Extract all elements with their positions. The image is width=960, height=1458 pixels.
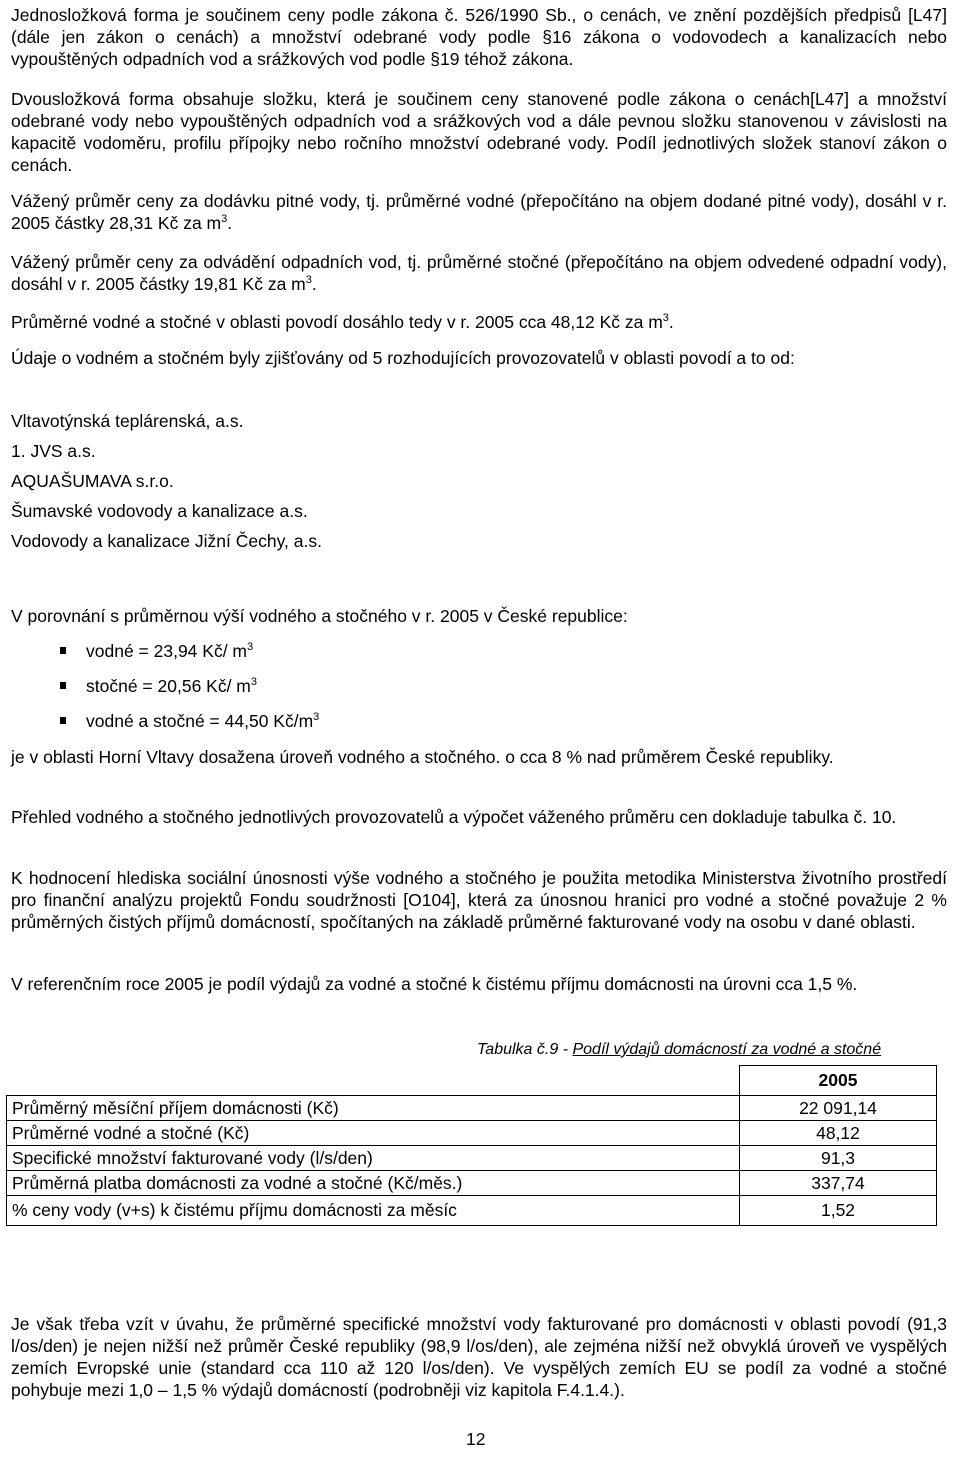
paragraph-text: je v oblasti Horní Vltavy dosažena úroveň vodného a stočného. o cca 8 % nad průměrem České republiky. — [11, 747, 834, 767]
intro-paragraph-1 — [11, 4, 947, 70]
period: . — [668, 312, 674, 332]
water-price-paragraph — [11, 190, 947, 234]
bullet-text: stočné = 20,56 Kč/ m — [86, 676, 251, 696]
header-empty-cell — [7, 1066, 740, 1096]
comparison-result-paragraph — [11, 746, 947, 768]
period: . — [227, 213, 233, 233]
water-price-text: Vážený průměr ceny za dodávku pitné vody, tj. průměrné vodné (přepočítáno na objem dodané pitné vody), dosáhl v r. 2005 částky 28,31 Kč za m — [11, 191, 947, 233]
bullet-square-icon — [60, 647, 66, 654]
row-value: 91,3 — [740, 1146, 937, 1171]
intro-paragraph-2 — [11, 88, 947, 176]
operators-intro-paragraph — [11, 347, 947, 369]
row-label: Průměrná platba domácnosti za vodné a stočné (Kč/měs.) — [7, 1171, 740, 1196]
paragraph-text: Údaje o vodném a stočném byly zjišťovány od 5 rozhodujících provozovatelů v oblasti povodí a to od: — [11, 348, 795, 368]
bullet-square-icon — [60, 682, 66, 689]
table-row — [7, 1171, 937, 1196]
table-row — [7, 1096, 937, 1121]
list-item: Vltavotýnská teplárenská, a.s. — [11, 411, 244, 431]
superscript: 3 — [221, 213, 228, 225]
table-row — [7, 1196, 937, 1226]
paragraph-text: V porovnání s průměrnou výší vodného a stočného v r. 2005 v České republice: — [11, 606, 628, 626]
sewage-price-text: Vážený průměr ceny za odvádění odpadních vod, tj. průměrné stočné (přepočítáno na objem odvedené odpadní vody), dosáhl v r. 2005 částky 19,81 Kč za m — [11, 252, 947, 294]
overview-paragraph — [11, 806, 947, 828]
row-value: 22 091,14 — [740, 1096, 937, 1121]
total-price-paragraph — [11, 311, 947, 333]
caption-prefix: Tabulka č.9 - — [477, 1041, 573, 1058]
list-item: 1. JVS a.s. — [11, 441, 96, 461]
paragraph-text: Přehled vodného a stočného jednotlivých provozovatelů a výpočet váženého průměru cen dokladuje tabulka č. 10. — [11, 807, 897, 827]
page-number: 12 — [466, 1429, 486, 1449]
bullet-text: vodné = 23,94 Kč/ m — [86, 641, 248, 661]
superscript: 3 — [662, 312, 669, 324]
paragraph-text: K hodnocení hlediska sociální únosnosti výše vodného a stočného je použita metodika Ministerstva životního prostředí pro finanční analýzu projektů Fondu soudržnosti [O104], která za únosnou hranici pro vodné a stočné považuje 2 % průměrných čistých příjmů domácností, spočítaných na základě průměrné fakturované vody na osobu v dané oblasti. — [11, 868, 947, 932]
list-item: Šumavské vodovody a kanalizace a.s. — [11, 501, 308, 521]
superscript: 3 — [305, 274, 312, 286]
superscript: 3 — [250, 676, 258, 688]
paragraph-text — [11, 311, 947, 333]
table-header-row — [7, 1066, 937, 1096]
paragraph-text: Jednosložková forma je součinem ceny podle zákona č. 526/1990 Sb., o cenách, ve znění pozdějších předpisů [L47] (dále jen zákon o cenách) a množství odebrané vody podle §16 zákona o vodovodech a kanalizacích nebo vypouštěných odpadních vod a srážkových vod podle §19 téhož zákona. — [11, 5, 947, 69]
sewage-price-paragraph — [11, 251, 947, 295]
bullet-square-icon — [60, 717, 66, 724]
table-row — [7, 1146, 937, 1171]
methodology-paragraph — [11, 867, 947, 933]
paragraph-text — [11, 251, 947, 295]
row-value: 48,12 — [740, 1121, 937, 1146]
list-item: Vodovody a kanalizace Jižní Čechy, a.s. — [11, 531, 322, 551]
superscript: 3 — [247, 641, 254, 653]
operators-list — [11, 410, 322, 552]
paragraph-text: V referenčním roce 2005 je podíl výdajů za vodné a stočné k čistému příjmu domácnosti na úrovni cca 1,5 %. — [11, 974, 858, 994]
list-item: AQUAŠUMAVA s.r.o. — [11, 471, 174, 491]
row-label: Specifické množství fakturované vody (l/s/den) — [7, 1146, 740, 1171]
row-label: % ceny vody (v+s) k čistému příjmu domácnosti za měsíc — [7, 1196, 740, 1226]
caption-title: Podíl výdajů domácností za vodné a stočné — [572, 1041, 882, 1058]
table-caption — [477, 1041, 881, 1059]
superscript: 3 — [313, 711, 320, 723]
row-value: 1,52 — [740, 1196, 937, 1226]
bullet-text: vodné a stočné = 44,50 Kč/m — [86, 711, 314, 731]
table-row — [7, 1121, 937, 1146]
household-expense-table — [6, 1065, 937, 1226]
total-price-text: Průměrné vodné a stočné v oblasti povodí dosáhlo tedy v r. 2005 cca 48,12 Kč za m — [11, 312, 663, 332]
paragraph-text: Je však třeba vzít v úvahu, že průměrné specifické množství vody fakturované pro domácnosti v oblasti povodí (91,3 l/os/den) je nejen nižší než průměr České republiky (98,9 l/os/den), ale zejména nižší než obvyklá úroveň ve vyspělých zemích Evropské unie (standard cca 110 až 120 l/os/den). Ve vyspělých zemích EU se podíl za vodné a stočné pohybuje mezi 1,0 – 1,5 % výdajů domácností (podrobněji viz kapitola F.4.1.4.). — [11, 1314, 947, 1400]
row-label: Průměrné vodné a stočné (Kč) — [7, 1121, 740, 1146]
closing-paragraph — [11, 1313, 947, 1401]
comparison-heading — [11, 605, 947, 627]
paragraph-text — [11, 190, 947, 234]
row-value: 337,74 — [740, 1171, 937, 1196]
reference-year-paragraph — [11, 973, 947, 995]
period: . — [311, 274, 317, 294]
paragraph-text: Dvousložková forma obsahuje složku, která je součinem ceny stanovené podle zákona o cenách[L47] a množství odebrané vody nebo vypouštěných odpadních vod a srážkových vod a dále pevnou složku stanovenou v závislosti na kapacitě vodoměru, profilu přípojky nebo ročního množství odebrané vody. Podíl jednotlivých složek stanoví zákon o cenách. — [11, 89, 947, 175]
row-label: Průměrný měsíční příjem domácnosti (Kč) — [7, 1096, 740, 1121]
year-header: 2005 — [740, 1066, 937, 1096]
